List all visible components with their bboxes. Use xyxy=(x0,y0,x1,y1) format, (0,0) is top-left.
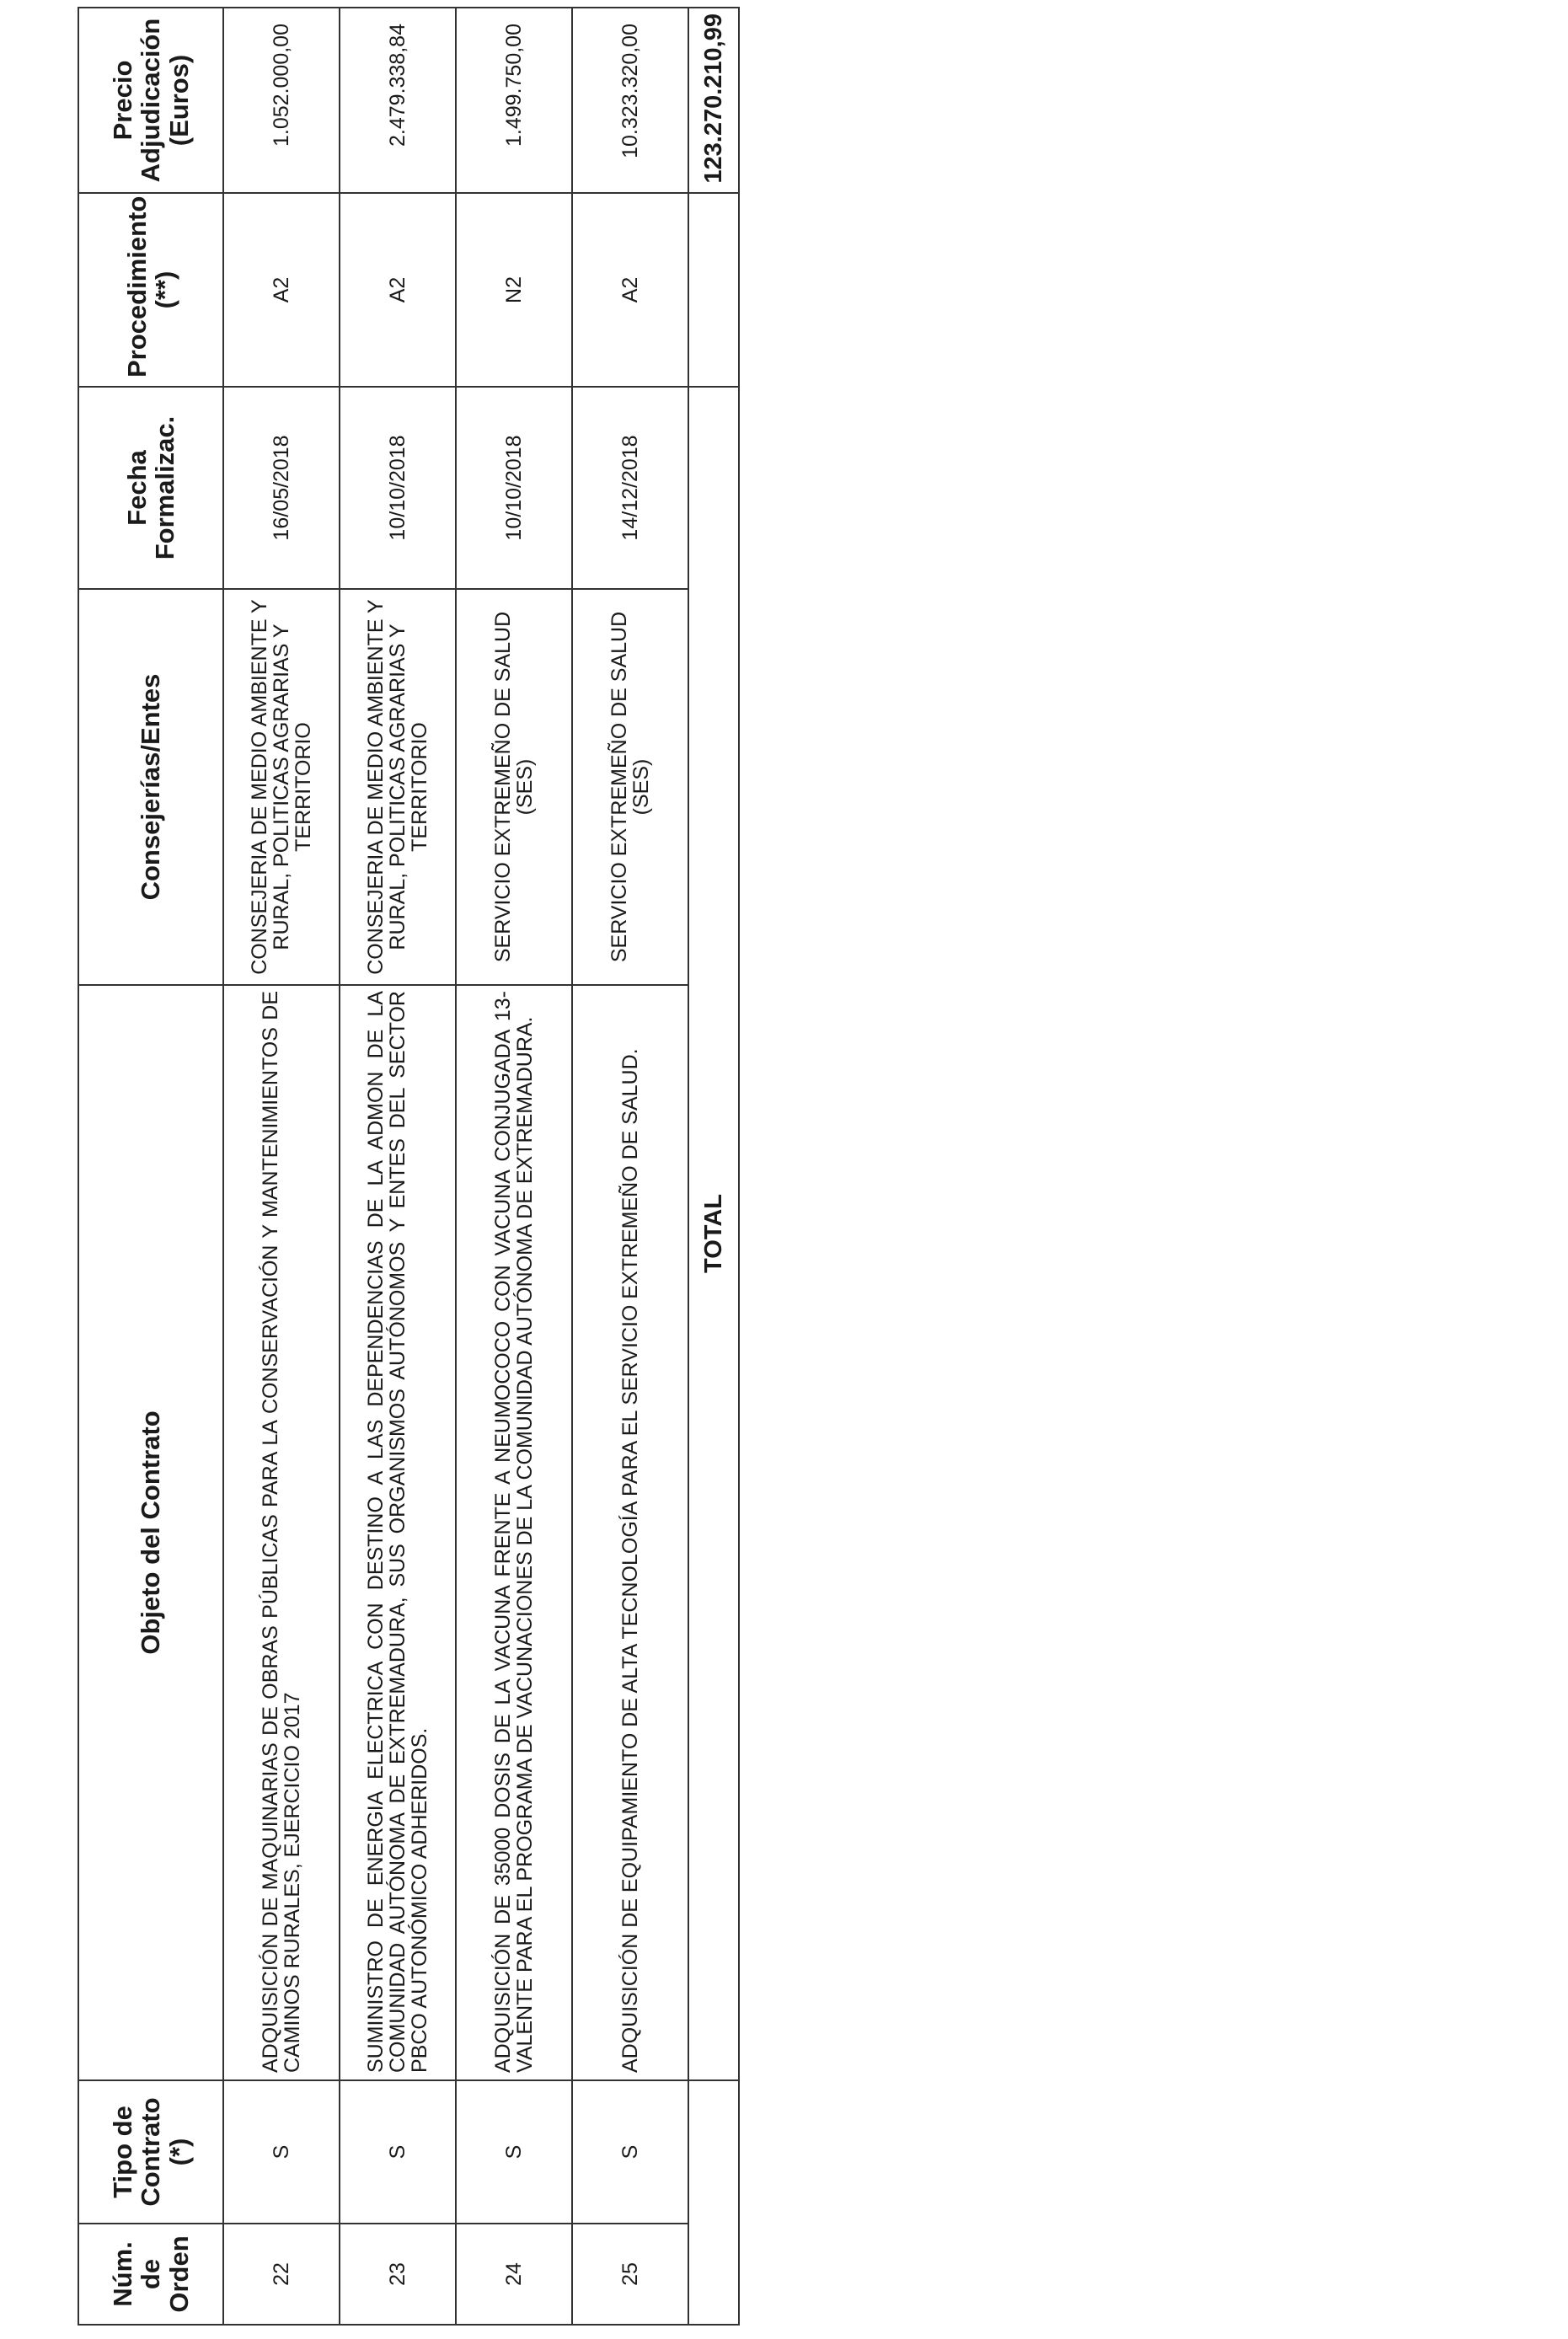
cell-fecha: 14/12/2018 xyxy=(572,387,688,589)
cell-precio: 1.499.750,00 xyxy=(456,8,572,193)
cell-objeto: ADQUISICIÓN DE EQUIPAMIENTO DE ALTA TECNOLOGÍA PARA EL SERVICIO EXTREMEÑO DE SALUD. xyxy=(572,985,688,2080)
cell-ente: SERVICIO EXTREMEÑO DE SALUD (SES) xyxy=(572,589,688,985)
cell-procedimiento: A2 xyxy=(340,193,456,387)
cell-procedimiento: A2 xyxy=(572,193,688,387)
header-row xyxy=(78,8,223,2325)
table-row xyxy=(223,8,340,2325)
header-tipo-contrato: Tipo de Contrato (*) xyxy=(78,2080,223,2224)
total-blank-cell xyxy=(688,193,739,387)
header-consejerias: Consejerías/Entes xyxy=(78,589,223,985)
total-value: 123.270.210,99 xyxy=(688,8,739,193)
cell-fecha: 10/10/2018 xyxy=(340,387,456,589)
cell-objeto: ADQUISICIÓN DE 35000 DOSIS DE LA VACUNA FRENTE A NEUMOCOCO CON VACUNA CONJUGADA 13-VALENTE PARA EL PROGRAMA DE VACUNACIONES DE LA COMUNIDAD AUTÓNOMA DE EXTREMADURA. xyxy=(456,985,572,2080)
header-procedimiento: Procedimiento (**) xyxy=(78,193,223,387)
total-label: TOTAL xyxy=(688,387,739,2080)
cell-precio: 1.052.000,00 xyxy=(223,8,340,193)
header-objeto: Objeto del Contrato xyxy=(78,985,223,2080)
cell-objeto: SUMINISTRO DE ENERGIA ELECTRICA CON DESTINO A LAS DEPENDENCIAS DE LA ADMON DE LA COMUNIDAD AUTÓNOMA DE EXTREMADURA, SUS ORGANISMOS AUTÓNOMOS Y ENTES DEL SECTOR PBCO AUTONÓMICO ADHERIDOS. xyxy=(340,985,456,2080)
contracts-table xyxy=(78,7,740,2326)
cell-ente: SERVICIO EXTREMEÑO DE SALUD (SES) xyxy=(456,589,572,985)
cell-tipo: S xyxy=(340,2080,456,2224)
cell-procedimiento: N2 xyxy=(456,193,572,387)
total-blank-cell xyxy=(688,2080,739,2325)
total-row xyxy=(688,8,739,2325)
cell-precio: 10.323.320,00 xyxy=(572,8,688,193)
cell-num: 24 xyxy=(456,2224,572,2325)
cell-fecha: 10/10/2018 xyxy=(456,387,572,589)
cell-precio: 2.479.338,84 xyxy=(340,8,456,193)
cell-num: 23 xyxy=(340,2224,456,2325)
header-precio: Precio Adjudicación (Euros) xyxy=(78,8,223,193)
cell-tipo: S xyxy=(572,2080,688,2224)
cell-tipo: S xyxy=(456,2080,572,2224)
header-fecha: Fecha Formalizac. xyxy=(78,387,223,589)
table-row xyxy=(456,8,572,2325)
cell-objeto: ADQUISICIÓN DE MAQUINARIAS DE OBRAS PÚBLICAS PARA LA CONSERVACIÓN Y MANTENIMIENTOS DE CAMINOS RURALES, EJERCICIO 2017 xyxy=(223,985,340,2080)
cell-num: 22 xyxy=(223,2224,340,2325)
cell-ente: CONSEJERIA DE MEDIO AMBIENTE Y RURAL, POLITICAS AGRARIAS Y TERRITORIO xyxy=(223,589,340,985)
table-row xyxy=(340,8,456,2325)
cell-num: 25 xyxy=(572,2224,688,2325)
header-num-orden: Núm. de Orden xyxy=(78,2224,223,2325)
rotated-page xyxy=(78,8,730,2326)
cell-ente: CONSEJERIA DE MEDIO AMBIENTE Y RURAL, POLITICAS AGRARIAS Y TERRITORIO xyxy=(340,589,456,985)
table-row xyxy=(572,8,688,2325)
cell-fecha: 16/05/2018 xyxy=(223,387,340,589)
cell-procedimiento: A2 xyxy=(223,193,340,387)
cell-tipo: S xyxy=(223,2080,340,2224)
